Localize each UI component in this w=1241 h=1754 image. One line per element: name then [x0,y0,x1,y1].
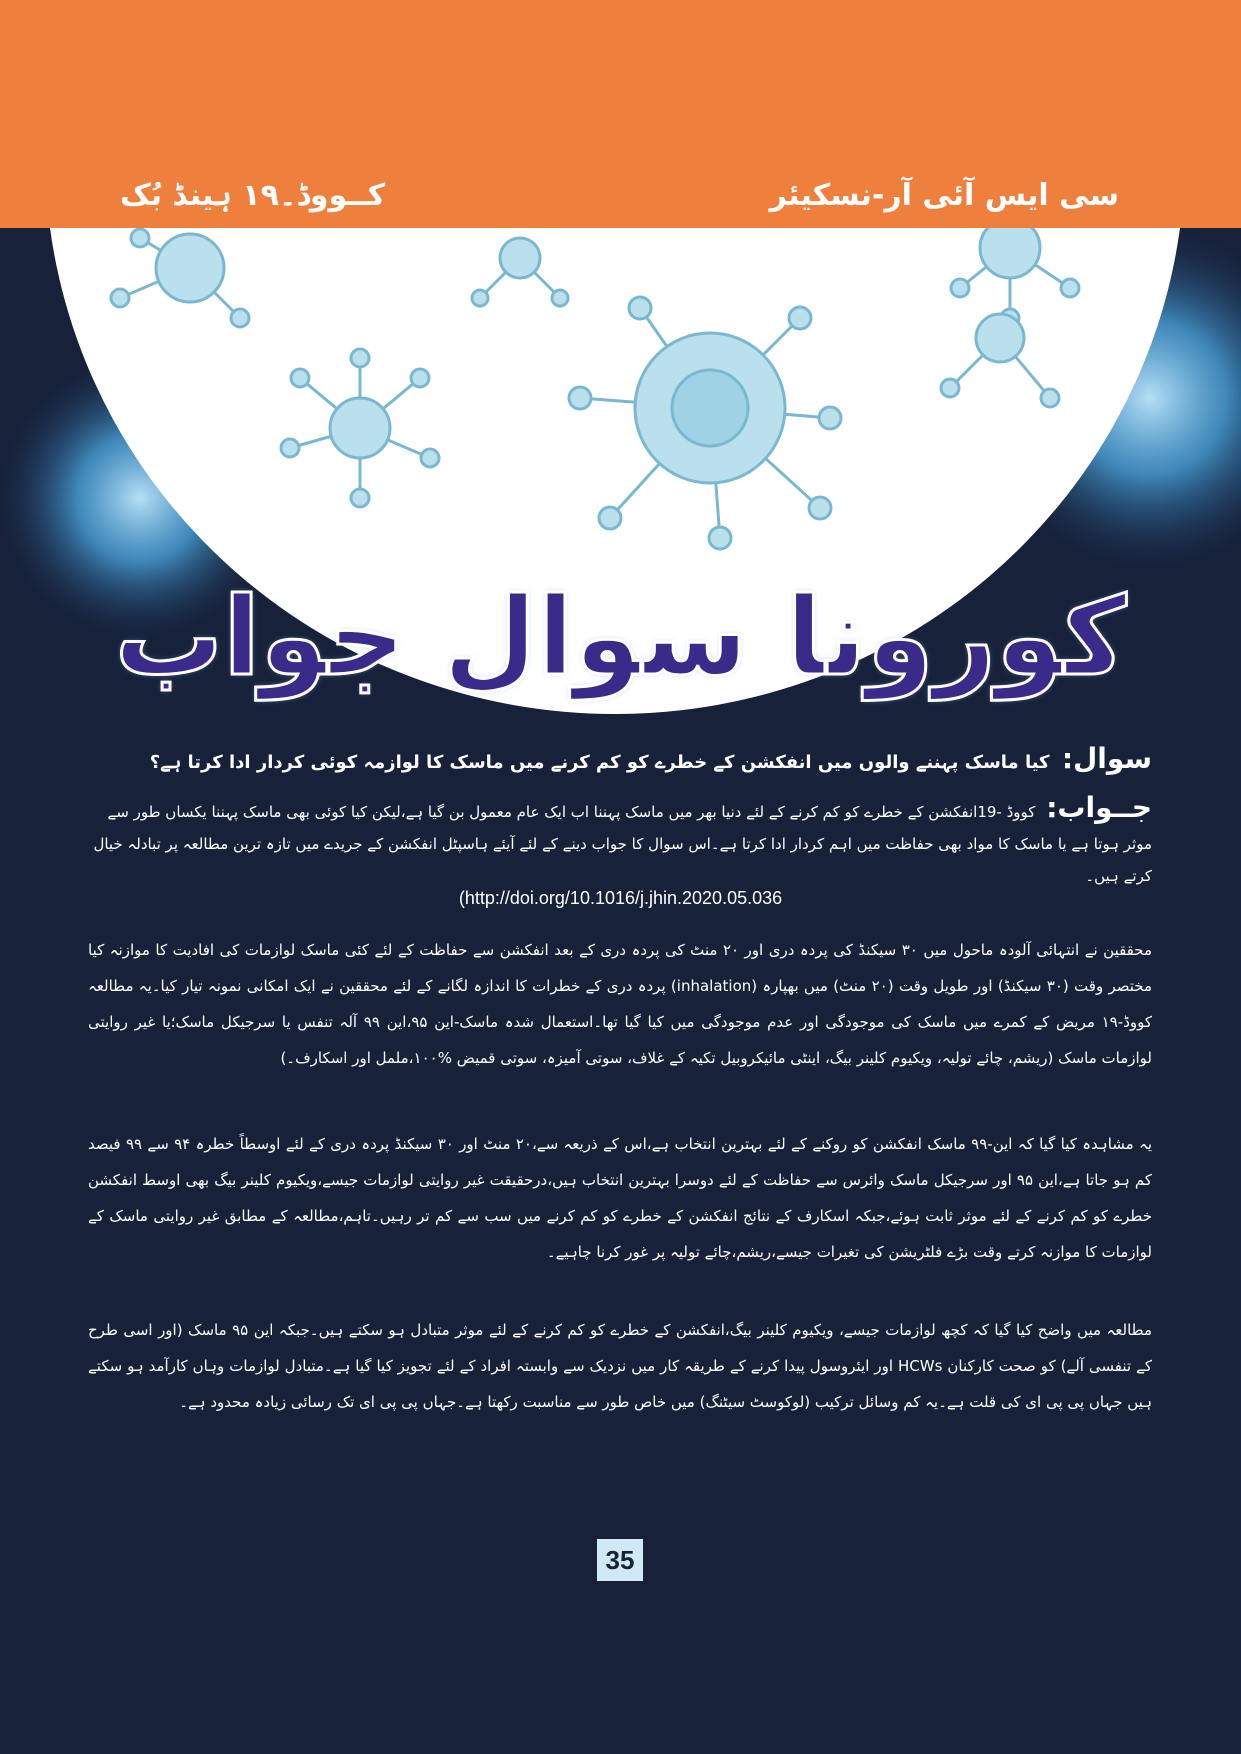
answer-text: کووڈ -19انفکشن کے خطرے کو کم کرنے کے لئے دنیا بھر میں ماسک پہننا اب ایک عام معمول بن گیا ہے،لیکن کیا کوئی بھی ماسک پہننا یکساں طور سے موثر ہوتا ہے یا ماسک کا مواد بھی حفاظت میں اہم کردار ادا کرتا ہے۔اس سوال کا جواب دینے کے لئے آیئے ہاسپٹل انفکشن کے جریدے میں تازہ ترین مطالعہ پر تبادلہ خیال کرتے ہیں۔ [93,803,1152,885]
handbook-title: کــووڈ۔۱۹ ہینڈ بُک [120,178,386,213]
question-label: سوال: [1061,742,1152,775]
page-number: 35 [597,1539,643,1581]
answer-block [88,792,1152,892]
question-text: کیا ماسک پہننے والوں میں انفکشن کے خطرے کو کم کرنے میں ماسک کا لوازمہ کوئی کردار ادا کرتا ہے؟ [149,752,1050,773]
doi-reference: (http://doi.org/10.1016/j.jhin.2020.05.036 [458,888,783,908]
page-title: کورونا سوال جواب [114,575,1127,700]
header-band [0,0,1241,228]
paragraph-1: محققین نے انتہائی آلودہ ماحول میں ۳۰ سیکنڈ کی پردہ دری اور ۲۰ منٹ کی پردہ دری کے بعد انفکشن سے حفاظت کے لئے کئی ماسک لوازمات کی افادیت کا موازنہ کیا مختصر وقت (۳۰ سیکنڈ) اور طویل وقت (۲۰ منٹ) میں بھپارہ (inhalation) پردہ دری کے خطرات کا اندازہ لگانے کے لئے محققین نے ایک امکانی نمونہ تیار کیا۔یہ مطالعہ کووڈ-۱۹ مریض کے کمرے میں ماسک کی موجودگی اور عدم موجودگی میں کیا گیا تھا۔استعمال شدہ ماسک-این ۹۵،این ۹۹ آلہ تنفس یا سرجیکل ماسک؛یا غیر روایتی لوازمات ماسک (ریشم، چائے تولیہ، ویکیوم کلینر بیگ، اینٹی مائیکروبیل تکیہ کے غلاف، سوتی آمیزہ، سوتی قمیض %۱۰۰،ململ اور اسکارف۔) [88,941,1153,1067]
paragraph-2: یہ مشاہدہ کیا گیا کہ این-۹۹ ماسک انفکشن کو روکنے کے لئے بہترین انتخاب ہے،اس کے ذریعہ سے،۲۰ منٹ اور ۳۰ سیکنڈ پردہ دری کے لئے اوسطاً خطرہ ۹۴ سے ۹۹ فیصد کم ہو جاتا ہے،این ۹۵ اور سرجیکل ماسک وائرس سے حفاظت کے لئے دوسرا بہترین انتخاب ہیں،درحقیقت غیر روایتی لوازمات جیسے،ویکیوم کلینر بیگ بھی اوسط انفکشن خطرے کو کم کرنے کے لئے موثر ثابت ہوئے،جبکہ اسکارف کے نتائج انفکشن کے خطرے کو کم کرنے میں سب سے کم تر رہیں۔تاہم،مطالعہ کے مطابق غیر روایتی ماسک کے لوازمات کا موازنہ کرتے وقت بڑے فلٹریشن کی تغیرات جیسے،ریشم،چائے تولیہ پر غور کرنا چاہیے۔ [88,1135,1153,1261]
question-block [88,742,1152,775]
answer-label: جــواب: [1046,791,1152,824]
publisher-title: سی ایس آئی آر-نسکیئر [769,178,1119,213]
paragraph-3: مطالعہ میں واضح کیا گیا کہ کچھ لوازمات جیسے، ویکیوم کلینر بیگ،انفکشن کے خطرے کو کم کرنے کے لئے موثر متبادل ہو سکتے ہیں۔جبکہ این ۹۵ ماسک (اور اسی طرح کے تنفسی آلے) کو صحت کارکنان HCWs اور ایئروسول پیدا کرنے کے طریقہ کار میں نزدیک سے وابستہ افراد کے لئے تجویز کیا گیا ہے۔متبادل لوازمات وہاں کارآمد ہو سکتے ہیں جہاں پی پی ای کی قلت ہے۔یہ کم وسائل ترکیب (لوکوسٹ سیٹنگ) میں خاص طور سے مناسبت رکھتا ہے۔جہاں پی پی ای تک رسائی زیادہ محدود ہے۔ [88,1321,1152,1411]
